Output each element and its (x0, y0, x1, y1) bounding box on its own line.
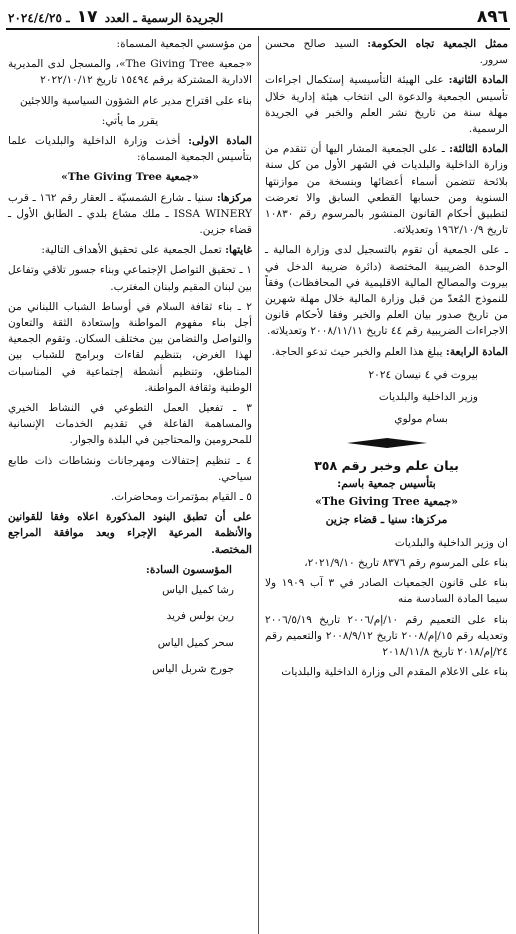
issue-number: ١٧ (76, 7, 98, 27)
association-headquarters: مركزها: سنيا ـ شارع الشمسيّة ـ العقار رقم ١٦٢ ـ قرب ISSA WINERY ـ ملك مشاع بلدي ـ الطابق الأول ـ قضاء جزين. (8, 191, 252, 237)
notice-subtitle: بتأسيس جمعية باسم: (337, 476, 436, 490)
article-four: المادة الرابعة: يبلغ هذا العلم والخبر حيث تدعو الحاجة. (271, 345, 508, 358)
article-two: المادة الثانية: على الهيئة التأسيسية إستكمال اجراءات تأسيس الجمعية والدعوة الى انتخاب هيئة إدارية خلال مهلة سنة من تاريخ نشر العلم والخبر في الجريدة الرسمية. (265, 74, 508, 136)
goal-item: ٥ ـ القيام بمؤتمرات ومحاضرات. (110, 491, 252, 504)
government-representative: ممثل الجمعية تجاه الحكومة: السيد صالح محسن سرور. (265, 38, 508, 67)
founder-name: جورج شربل الياس (152, 662, 234, 675)
page-columns (6, 36, 510, 934)
founder-name: رشا كميل الياس (162, 584, 234, 597)
recital-proposal: بناء على اقتراح مدير عام الشؤون السياسية واللاجئين (20, 94, 252, 107)
association-name: «جمعية The Giving Tree» (314, 494, 459, 508)
association-location: مركزها: سنيا ـ قضاء جزين (325, 512, 448, 526)
signature-block (265, 364, 508, 430)
recital-notification: بناء على الاعلام المقدم الى وزارة الداخلية والبلديات (281, 666, 508, 679)
recital-law: بناء على قانون الجمعيات الصادر في ٣ آب ١٩٠٩ ولا سيما المادة السادسة منه (265, 577, 508, 606)
goal-item: ٢ ـ بناء ثقافة السلام في أوساط الشباب اللبناني من أجل بناء مفهوم المواطنة وإستعادة الثقة والتعاون والتواصل والتضامن بين مختلف السكان. وتقوم الجمعية لهذا الغرض، بتنظيم لقاءات وبرامج للشباب بين المناطق، وتنظيم أنشطة إجتماعية في المناسبات الوطنية وثقافة المواطنة. (8, 300, 252, 394)
article-one: المادة الاولى: أخذت وزارة الداخلية والبلديات علما بتأسيس الجمعية المسماة: (8, 135, 252, 164)
goal-item: ١ ـ تحقيق التواصل الإجتماعي وبناء جسور تلاقي وتفاعل بين لبنان المقيم ولبنان المغترب. (8, 264, 252, 293)
founder-name: رين بولس فريد (166, 610, 234, 623)
tax-registration-paragraph: ـ على الجمعية أن تقوم بالتسجيل لدى وزارة المالية ـ الوحدة الضريبية المختصة (دائرة ضريبة الدخل في بيروت والمصالح المالية الاقليمية في المحافظات) وفقاً للنموذج المُعدّ من قبل وزارة المالية خلال مهلة شهرين من تاريخ صدور بيان العلم والخبر وفقا لأحكام قانون الاجراءات الضريبية رقم ٤٤ تاريخ ٢٠٠٨/١١/١١ وتعديلاته. (265, 244, 508, 338)
signature-role: وزير الداخلية والبلديات (378, 390, 478, 403)
compliance-clause: على أن تطبق البنود المذكورة اعلاه وفقا للقوانين والأنظمة المرعية الإجراء وبعد موافقة المراجع المختصة. (8, 511, 252, 556)
page-number: ٨٩٦ (476, 7, 508, 27)
signature-place-date: بيروت في ٤ نيسان ٢٠٢٤ (368, 368, 478, 381)
founders-title: المؤسسون السادة: (145, 563, 232, 576)
article-three: المادة الثالثة: ـ على الجمعية المشار اليها أن تتقدم من وزارة الداخلية والبلديات في الشهر الأول من كل سنة بلائحة تتضمن أسماء أعضائها وبنسخة من موازنتها السنوية ومن حسابها القطعي السابق والا تعرضت لتطبيق أحكام القانون المنشور بالمرسوم رقم ١٠٨٣٠ تاريخ ١٩٦٢/١٠/٩ وتعديلاته. (265, 143, 508, 237)
decision-intro: يقرر ما يأتي: (101, 114, 159, 127)
founders-of-association: من مؤسسي الجمعية المسماة: (116, 38, 252, 50)
association-goals-intro: غايتها: تعمل الجمعية على تحقيق الأهداف التالية: (41, 244, 252, 257)
association-name-repeat: «جمعية The Giving Tree» (61, 171, 199, 184)
goal-item: ٤ ـ تنظيم إحتفالات ومهرجانات ونشاطات ذات طابع سياحي. (8, 454, 252, 483)
signature-name: بسام مولوي (394, 412, 448, 425)
recital-decree: بناء على المرسوم رقم ٨٣٧٦ تاريخ ٢٠٢١/٩/١٠، (304, 557, 508, 570)
minister-line: ان وزير الداخلية والبلديات (394, 536, 508, 549)
founders-list (8, 582, 252, 677)
recital-circulars: بناء على التعميم رقم ١٠/إم/٢٠٠٦ تاريخ ٢٠٠٦/٥/١٩ وتعديله رقم ١٥/إم/٢٠٠٨ تاريخ ٢٠٠٨/٩/١٢ والتعميم رقم ٢٤/إم/٢٠١٨ تاريخ ٢٠١٨/١١/٨ (265, 613, 508, 659)
divider-ornament-icon (347, 438, 427, 448)
gazette-name: الجريدة الرسمية ـ العدد (104, 11, 224, 25)
gazette-title (8, 9, 223, 26)
founder-name: سحر كميل الياس (157, 636, 234, 649)
goal-item: ٣ ـ تفعيل العمل التطوعي في النشاط الخيري والمساهمة الفاعلة في تقديم الخدمات الإنسانية للمحرومين والمحتاجين في البلدة والجوار. (8, 402, 252, 447)
issue-date: ـ ٢٠٢٤/٤/٢٥ (8, 11, 70, 25)
right-column (258, 36, 510, 934)
page-header (6, 6, 510, 30)
association-registration: «جمعية The Giving Tree»، والمسجل لدى المديرية الادارية المشتركة برقم ١٥٤٩٤ تاريخ ٢٠٢٢/١٠/١٢ (8, 58, 253, 87)
left-column (6, 36, 258, 934)
notice-title: بيان علم وخبر رقم ٣٥٨ (314, 457, 459, 473)
section-divider (265, 438, 508, 448)
